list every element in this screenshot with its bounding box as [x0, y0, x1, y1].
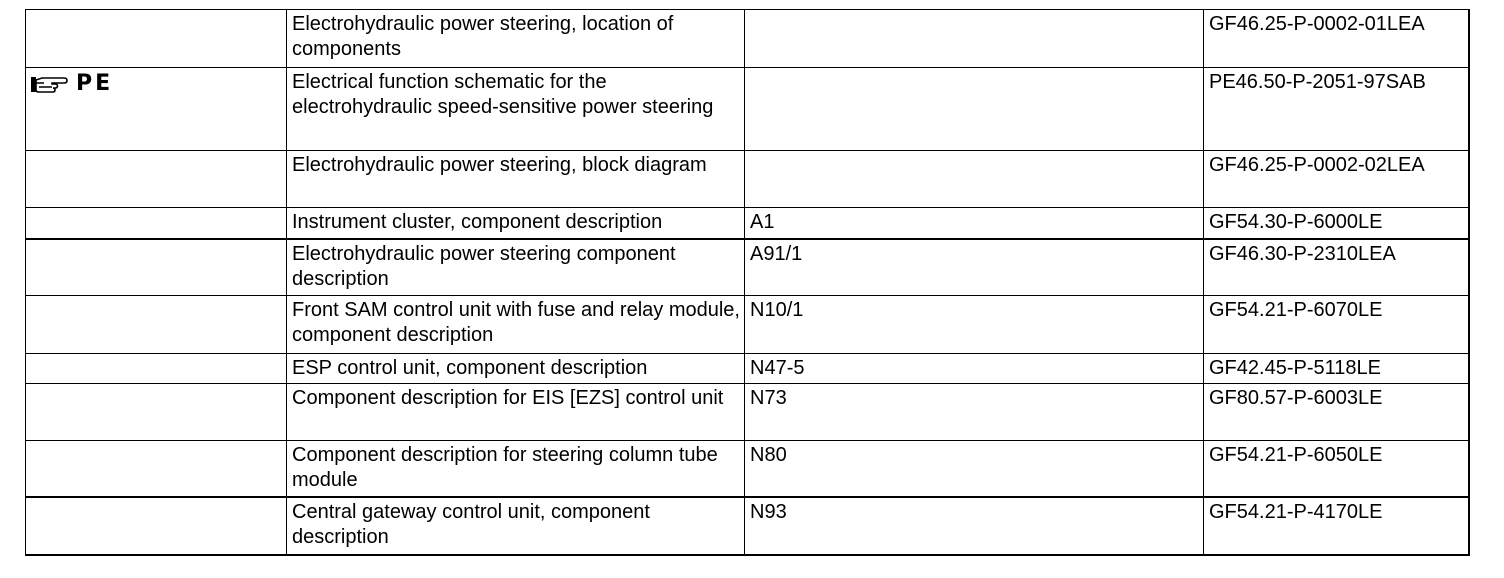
code-cell: N93	[745, 497, 1204, 555]
table-row	[26, 296, 1469, 354]
ref-cell	[26, 296, 287, 354]
pointing-hand-icon	[30, 75, 68, 93]
ref-cell	[26, 441, 287, 497]
reference-table	[25, 9, 1470, 556]
code-cell	[745, 68, 1204, 151]
ref-cell	[26, 239, 287, 296]
document-link[interactable]: GF46.25-P-0002-01LEA	[1204, 10, 1469, 68]
ref-mark[interactable]	[30, 71, 113, 96]
document-link[interactable]: GF46.25-P-0002-02LEA	[1204, 151, 1469, 208]
code-cell	[745, 151, 1204, 208]
description-cell: Central gateway control unit, component description	[287, 497, 745, 555]
description-cell: Component description for EIS [EZS] control unit	[287, 384, 745, 441]
table-row	[26, 239, 1469, 296]
code-cell	[745, 10, 1204, 68]
description-cell: ESP control unit, component description	[287, 354, 745, 384]
table-row	[26, 208, 1469, 239]
code-cell: N47-5	[745, 354, 1204, 384]
table-row	[26, 441, 1469, 497]
document-link[interactable]: GF54.21-P-4170LE	[1204, 497, 1469, 555]
document-link[interactable]: GF54.21-P-6050LE	[1204, 441, 1469, 497]
description-cell: Component description for steering column tube module	[287, 441, 745, 497]
ref-cell	[26, 208, 287, 239]
description-cell: Electrical function schematic for the electrohydraulic speed-sensitive power steering	[287, 68, 745, 151]
ref-cell	[26, 497, 287, 555]
ref-cell	[26, 384, 287, 441]
ref-label: PE	[76, 71, 114, 96]
document-link[interactable]: GF54.30-P-6000LE	[1204, 208, 1469, 239]
description-cell: Electrohydraulic power steering component description	[287, 239, 745, 296]
code-cell: A91/1	[745, 239, 1204, 296]
description-cell: Instrument cluster, component description	[287, 208, 745, 239]
ref-cell	[26, 354, 287, 384]
description-cell: Electrohydraulic power steering, block diagram	[287, 151, 745, 208]
table-row	[26, 354, 1469, 384]
document-link[interactable]: GF54.21-P-6070LE	[1204, 296, 1469, 354]
table-row	[26, 151, 1469, 208]
table-row	[26, 10, 1469, 68]
table-row	[26, 497, 1469, 555]
code-cell: A1	[745, 208, 1204, 239]
table-row	[26, 68, 1469, 151]
document-link[interactable]: GF80.57-P-6003LE	[1204, 384, 1469, 441]
code-cell: N73	[745, 384, 1204, 441]
code-cell: N80	[745, 441, 1204, 497]
ref-cell	[26, 68, 287, 151]
document-link[interactable]: GF46.30-P-2310LEA	[1204, 239, 1469, 296]
ref-cell	[26, 151, 287, 208]
ref-cell	[26, 10, 287, 68]
description-cell: Front SAM control unit with fuse and relay module, component description	[287, 296, 745, 354]
document-link[interactable]: GF42.45-P-5118LE	[1204, 354, 1469, 384]
document-link[interactable]: PE46.50-P-2051-97SAB	[1204, 68, 1469, 151]
description-cell: Electrohydraulic power steering, location of components	[287, 10, 745, 68]
code-cell: N10/1	[745, 296, 1204, 354]
table-row	[26, 384, 1469, 441]
